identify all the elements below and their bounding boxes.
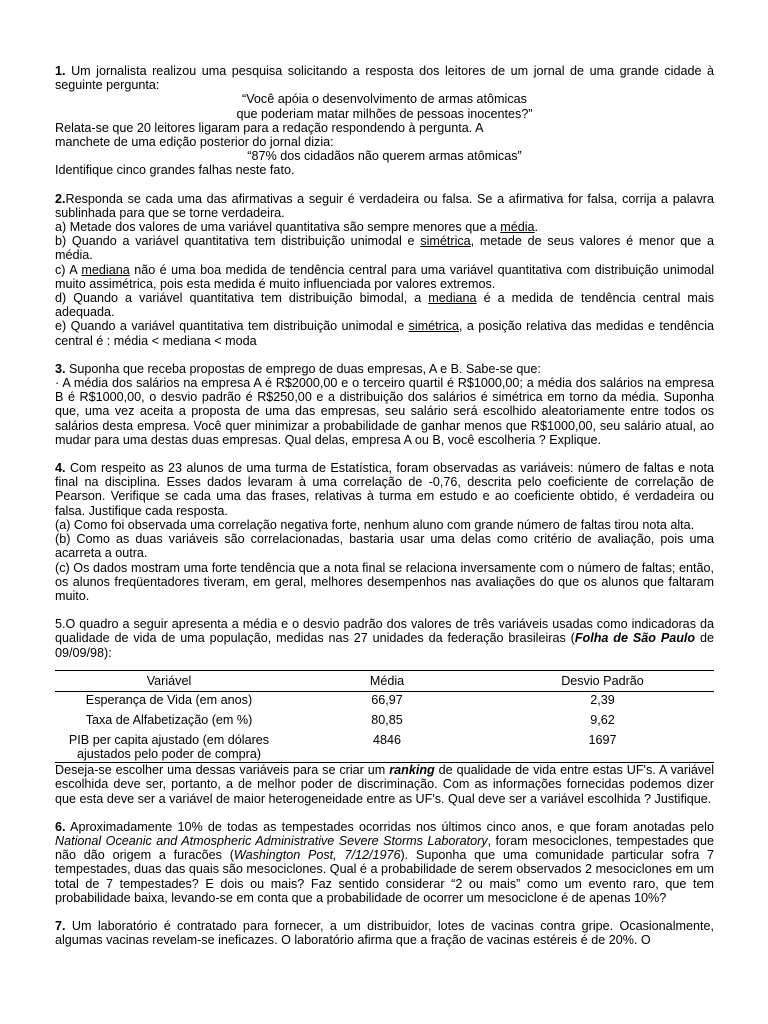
table-cell-variable: PIB per capita ajustado (em dólares ajustados pelo poder de compra) (68, 732, 270, 761)
table-cell-mean: 66,97 (371, 692, 403, 707)
q2-d-text: d) Quando a variável quantitativa tem distribuição bimodal, a (55, 291, 429, 306)
q5-intro-text: O quadro a seguir apresenta a média e o desvio padrão dos valores de três variáveis usadas como indicadoras da qualidade de vida de uma população, medidas nas 27 unidades da federação brasileiras ( (55, 617, 714, 646)
table-row (55, 712, 714, 732)
table-header-std: Desvio Padrão (561, 673, 644, 688)
q6-lab-name: National Oceanic and Atmospheric Administrative Severe Storms Laboratory (55, 833, 488, 848)
q1-intro (55, 64, 714, 92)
q5-intro (55, 617, 714, 660)
q5-after-text: Deseja-se escolher uma dessas variáveis para se criar um (55, 763, 390, 778)
question-7 (55, 919, 714, 947)
q5-intro-end: de 09/09/98): (55, 631, 714, 660)
q1-quote-line2: que poderiam matar milhões de pessoas inocentes?” (236, 106, 533, 121)
q6-text-1: Aproximadamente 10% de todas as tempestades ocorridas nos últimos cinco anos, e que foram anotadas pelo (65, 819, 714, 834)
q1-quote-line1: “Você apóia o desenvolvimento de armas atômicas (242, 92, 527, 107)
q2-number: 2. (55, 191, 66, 206)
q2-d-end: é a medida de tendência central mais adequada. (55, 291, 714, 320)
q2-e-underlined: simétrica (408, 319, 459, 334)
q5-ranking-term: ranking (389, 763, 435, 778)
q2-b-underlined: simétrica (420, 234, 471, 249)
question-3 (55, 362, 714, 447)
q4-intro-text: Com respeito as 23 alunos de uma turma de Estatística, foram observadas as variáveis: número de faltas e nota final na disciplina. Esses dados levaram à uma correlação de -0,76, descrita pelo coeficiente de correlação de Pearson. Verifique se cada uma das frases, relativas à turma em estudo e ao coeficiente obtido, é verdadeira ou falsa. Justifique cada resposta. (55, 461, 714, 518)
table-row (55, 732, 714, 763)
q6-number: 6. (55, 819, 66, 834)
q2-e-text: e) Quando a variável quantitativa tem distribuição unimodal e (55, 319, 409, 334)
q5-number: 5. (55, 617, 66, 632)
q1-headline: “87% dos cidadãos não querem armas atômicas” (247, 149, 522, 164)
question-2 (55, 192, 714, 348)
q7-text: Um laboratório é contratado para fornecer, a um distribuidor, lotes de vacinas contra gripe. Ocasionalmente, algumas vacinas revelam-se ineficazes. O laboratório afirma que a fração de vacinas estéreis é de 20%. O (55, 918, 714, 948)
q1-intro-text: Um jornalista realizou uma pesquisa solicitando a resposta dos leitores de um jornal de uma grande cidade à seguinte pergunta: (55, 64, 715, 93)
q2-item-e (55, 319, 714, 347)
table-cell-mean: 80,85 (371, 712, 403, 727)
table-cell-std: 2,39 (590, 692, 615, 707)
table-cell-std: 9,62 (590, 712, 615, 727)
q2-d-underlined: mediana (428, 291, 477, 306)
q7-body (55, 919, 714, 947)
q3-body: · A média dos salários na empresa A é R$2000,00 e o terceiro quartil é R$1000,00; a média dos salários na empresa B é R$1000,00, o desvio padrão é R$250,00 e a distribuição dos salários é simétrica em torno da média. Suponha que, uma vez aceita a proposta de uma das empresas, seu salário será escolhido aleatoriamente entre todos os salários desta empresa. Você quer minimizar a probabilidade de ganhar menos que R$1000,00, seu salário atual, ao mudar para uma destas duas empresas. Qual delas, empresa A ou B, você escolheria ? Explique. (55, 376, 714, 447)
q5-source: Folha de São Paulo (574, 631, 696, 646)
q2-e-end: , a posição relativa das medidas e tendência central é : média < mediana < moda (55, 319, 715, 348)
q2-a-text: a) Metade dos valores de uma variável quantitativa são sempre menores que a (55, 220, 501, 235)
q2-item-d (55, 291, 714, 319)
q3-number: 3. (55, 361, 66, 376)
q4-intro (55, 461, 714, 518)
q3-line1 (55, 362, 714, 376)
q2-a-underlined: média (500, 220, 535, 235)
table-cell-std: 1697 (588, 732, 617, 747)
q6-citation: Washington Post, 7/12/1976 (233, 848, 401, 863)
table-header-row (55, 670, 714, 691)
question-4 (55, 461, 714, 603)
table-header-variable: Variável (146, 673, 192, 688)
q4-item-a: (a) Como foi observada uma correlação negativa forte, nenhum aluno com grande número de faltas tirou nota alta. (55, 517, 695, 532)
q1-report-line1: Relata-se que 20 leitores ligaram para a redação respondendo à pergunta. A (55, 120, 484, 135)
q4-number: 4. (55, 461, 66, 476)
q5-after (55, 763, 714, 806)
table-cell-mean: 4846 (372, 732, 402, 747)
q1-task: Identifique cinco grandes falhas neste fato. (55, 163, 295, 178)
q2-b-text: b) Quando a variável quantitativa tem distribuição unimodal e (55, 234, 421, 249)
q2-intro-text: Responda se cada uma das afirmativas a seguir é verdadeira ou falsa. Se a afirmativa for falsa, corrija a palavra sublinhada para que se torne verdadeira. (55, 191, 714, 220)
q2-a-end: . (534, 220, 539, 235)
q2-b-end: , metade de seus valores é menor que a média. (55, 234, 715, 263)
indicators-table (55, 670, 714, 763)
q1-number: 1. (55, 64, 66, 78)
q2-c-underlined: mediana (81, 262, 130, 277)
table-cell-variable: Esperança de Vida (em anos) (85, 692, 253, 707)
q2-item-b (55, 234, 714, 262)
q4-item-c: (c) Os dados mostram uma forte tendência que a nota final se relaciona inversamente com o número de faltas; então, os alunos freqüentadores tiveram, em geral, melhores desempenhos nas avaliações do que os alunos que faltaram muito. (55, 560, 714, 603)
q4-item-b: (b) Como as duas variáveis são correlacionadas, bastaria usar uma delas como critério de avaliação, pois uma acarreta a outra. (55, 532, 714, 561)
table-cell-variable: Taxa de Alfabetização (em %) (85, 712, 253, 727)
q6-body (55, 820, 714, 905)
q3-line1-text: Suponha que receba propostas de emprego de duas empresas, A e B. Sabe-se que: (69, 361, 541, 376)
q1-report-line2: manchete de uma edição posterior do jornal dizia: (55, 135, 334, 150)
q6-text-2: , foram mesociclones, tempestades que não dão origem a furacões ( (55, 833, 714, 863)
q6-text-3: ). Suponha que uma comunidade particular sofra 7 tempestades, duas das quais são mesociclones. Qual é a probabilidade de serem observados 2 mesociclones em um total de 7 tempestades? E dois ou mais? Faz sentido considerar “2 ou mais” como um evento raro, que tem probabilidade baixa, levando-se em conta que a probabilidade de ocorrer um mesociclone é de apenas 10%? (55, 848, 714, 905)
question-6 (55, 820, 714, 905)
q2-item-c (55, 263, 714, 291)
q2-intro (55, 192, 714, 220)
document-page (55, 64, 714, 961)
question-1 (55, 64, 714, 178)
q5-after-end: de qualidade de vida entre estas UF's. A variável escolhida deve ser, portanto, a de melhor poder de discriminação. Com as informações fornecidas podemos dizer que esta deve ser a variável de maior heterogeneidade entre as UF's. Qual deve ser a variável escolhida ? Justifique. (55, 763, 714, 806)
table-header-mean: Média (369, 673, 405, 688)
question-5 (55, 617, 714, 806)
q2-c-end: não é uma boa medida de tendência central para uma variável quantitativa com distribuição unimodal muito assimétrica, pois esta medida é muito influenciada por valores extremos. (55, 262, 714, 291)
table-row (55, 691, 714, 712)
q2-item-a (55, 220, 714, 234)
q7-number: 7. (55, 918, 66, 933)
q2-c-text: c) A (55, 262, 82, 277)
